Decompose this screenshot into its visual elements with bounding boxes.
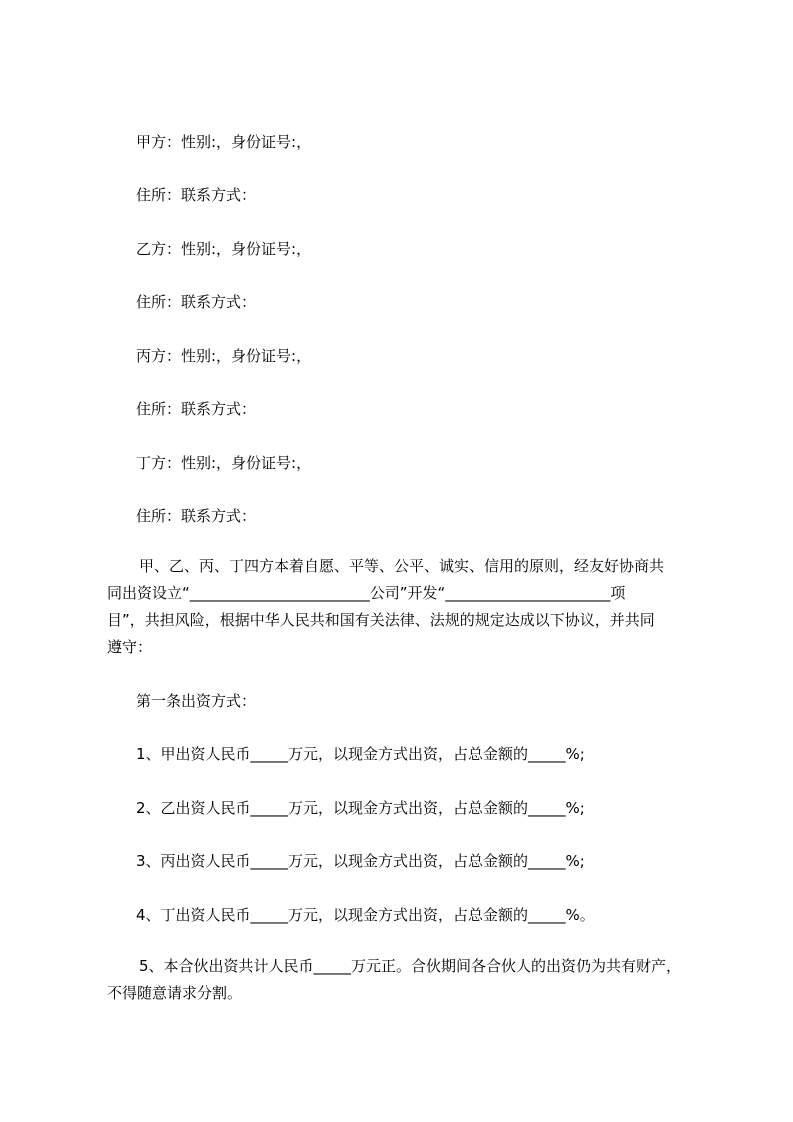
- contribution-total-row: 5、本合伙出资共计人民币_____万元正。合伙期间各合伙人的出资仍为共有财产，: [139, 957, 682, 975]
- party-b-address-line: 住所：联系方式：: [136, 293, 257, 311]
- party-d-id-line: 丁方：性别:，身份证号:，: [136, 454, 312, 472]
- preamble-row: 遵守：: [107, 638, 153, 656]
- party-b-id-line: 乙方：性别:，身份证号:，: [136, 240, 312, 258]
- contribution-total-paragraph: [107, 953, 707, 1007]
- preamble-row: 同出资设立“________________________公司”开发“______________________项: [107, 584, 626, 602]
- contribution-item: 3、丙出资人民币_____万元，以现金方式出资，占总金额的_____%;: [136, 852, 585, 870]
- contribution-item: 1、甲出资人民币_____万元，以现金方式出资，占总金额的_____%;: [136, 745, 585, 763]
- preamble-row: 目”，共担风险，根据中华人民共和国有关法律、法规的规定达成以下协议，并共同: [107, 611, 655, 629]
- preamble-row: 甲、乙、丙、丁四方本着自愿、平等、公平、诚实、信用的原则，经友好协商共: [139, 557, 665, 575]
- contribution-item: 2、乙出资人民币_____万元，以现金方式出资，占总金额的_____%;: [136, 799, 585, 817]
- contribution-item: 4、丁出资人民币_____万元，以现金方式出资，占总金额的_____%。: [136, 906, 595, 924]
- party-a-id-line: 甲方：性别:，身份证号:，: [136, 133, 312, 151]
- party-c-address-line: 住所：联系方式：: [136, 400, 257, 418]
- party-d-address-line: 住所：联系方式：: [136, 507, 257, 525]
- party-a-address-line: 住所：联系方式：: [136, 186, 257, 204]
- article-1-heading: 第一条出资方式：: [136, 692, 257, 710]
- preamble-paragraph: [107, 553, 707, 661]
- contribution-total-row: 不得随意请求分割。: [107, 984, 243, 1002]
- party-c-id-line: 丙方：性别:，身份证号:，: [136, 347, 312, 365]
